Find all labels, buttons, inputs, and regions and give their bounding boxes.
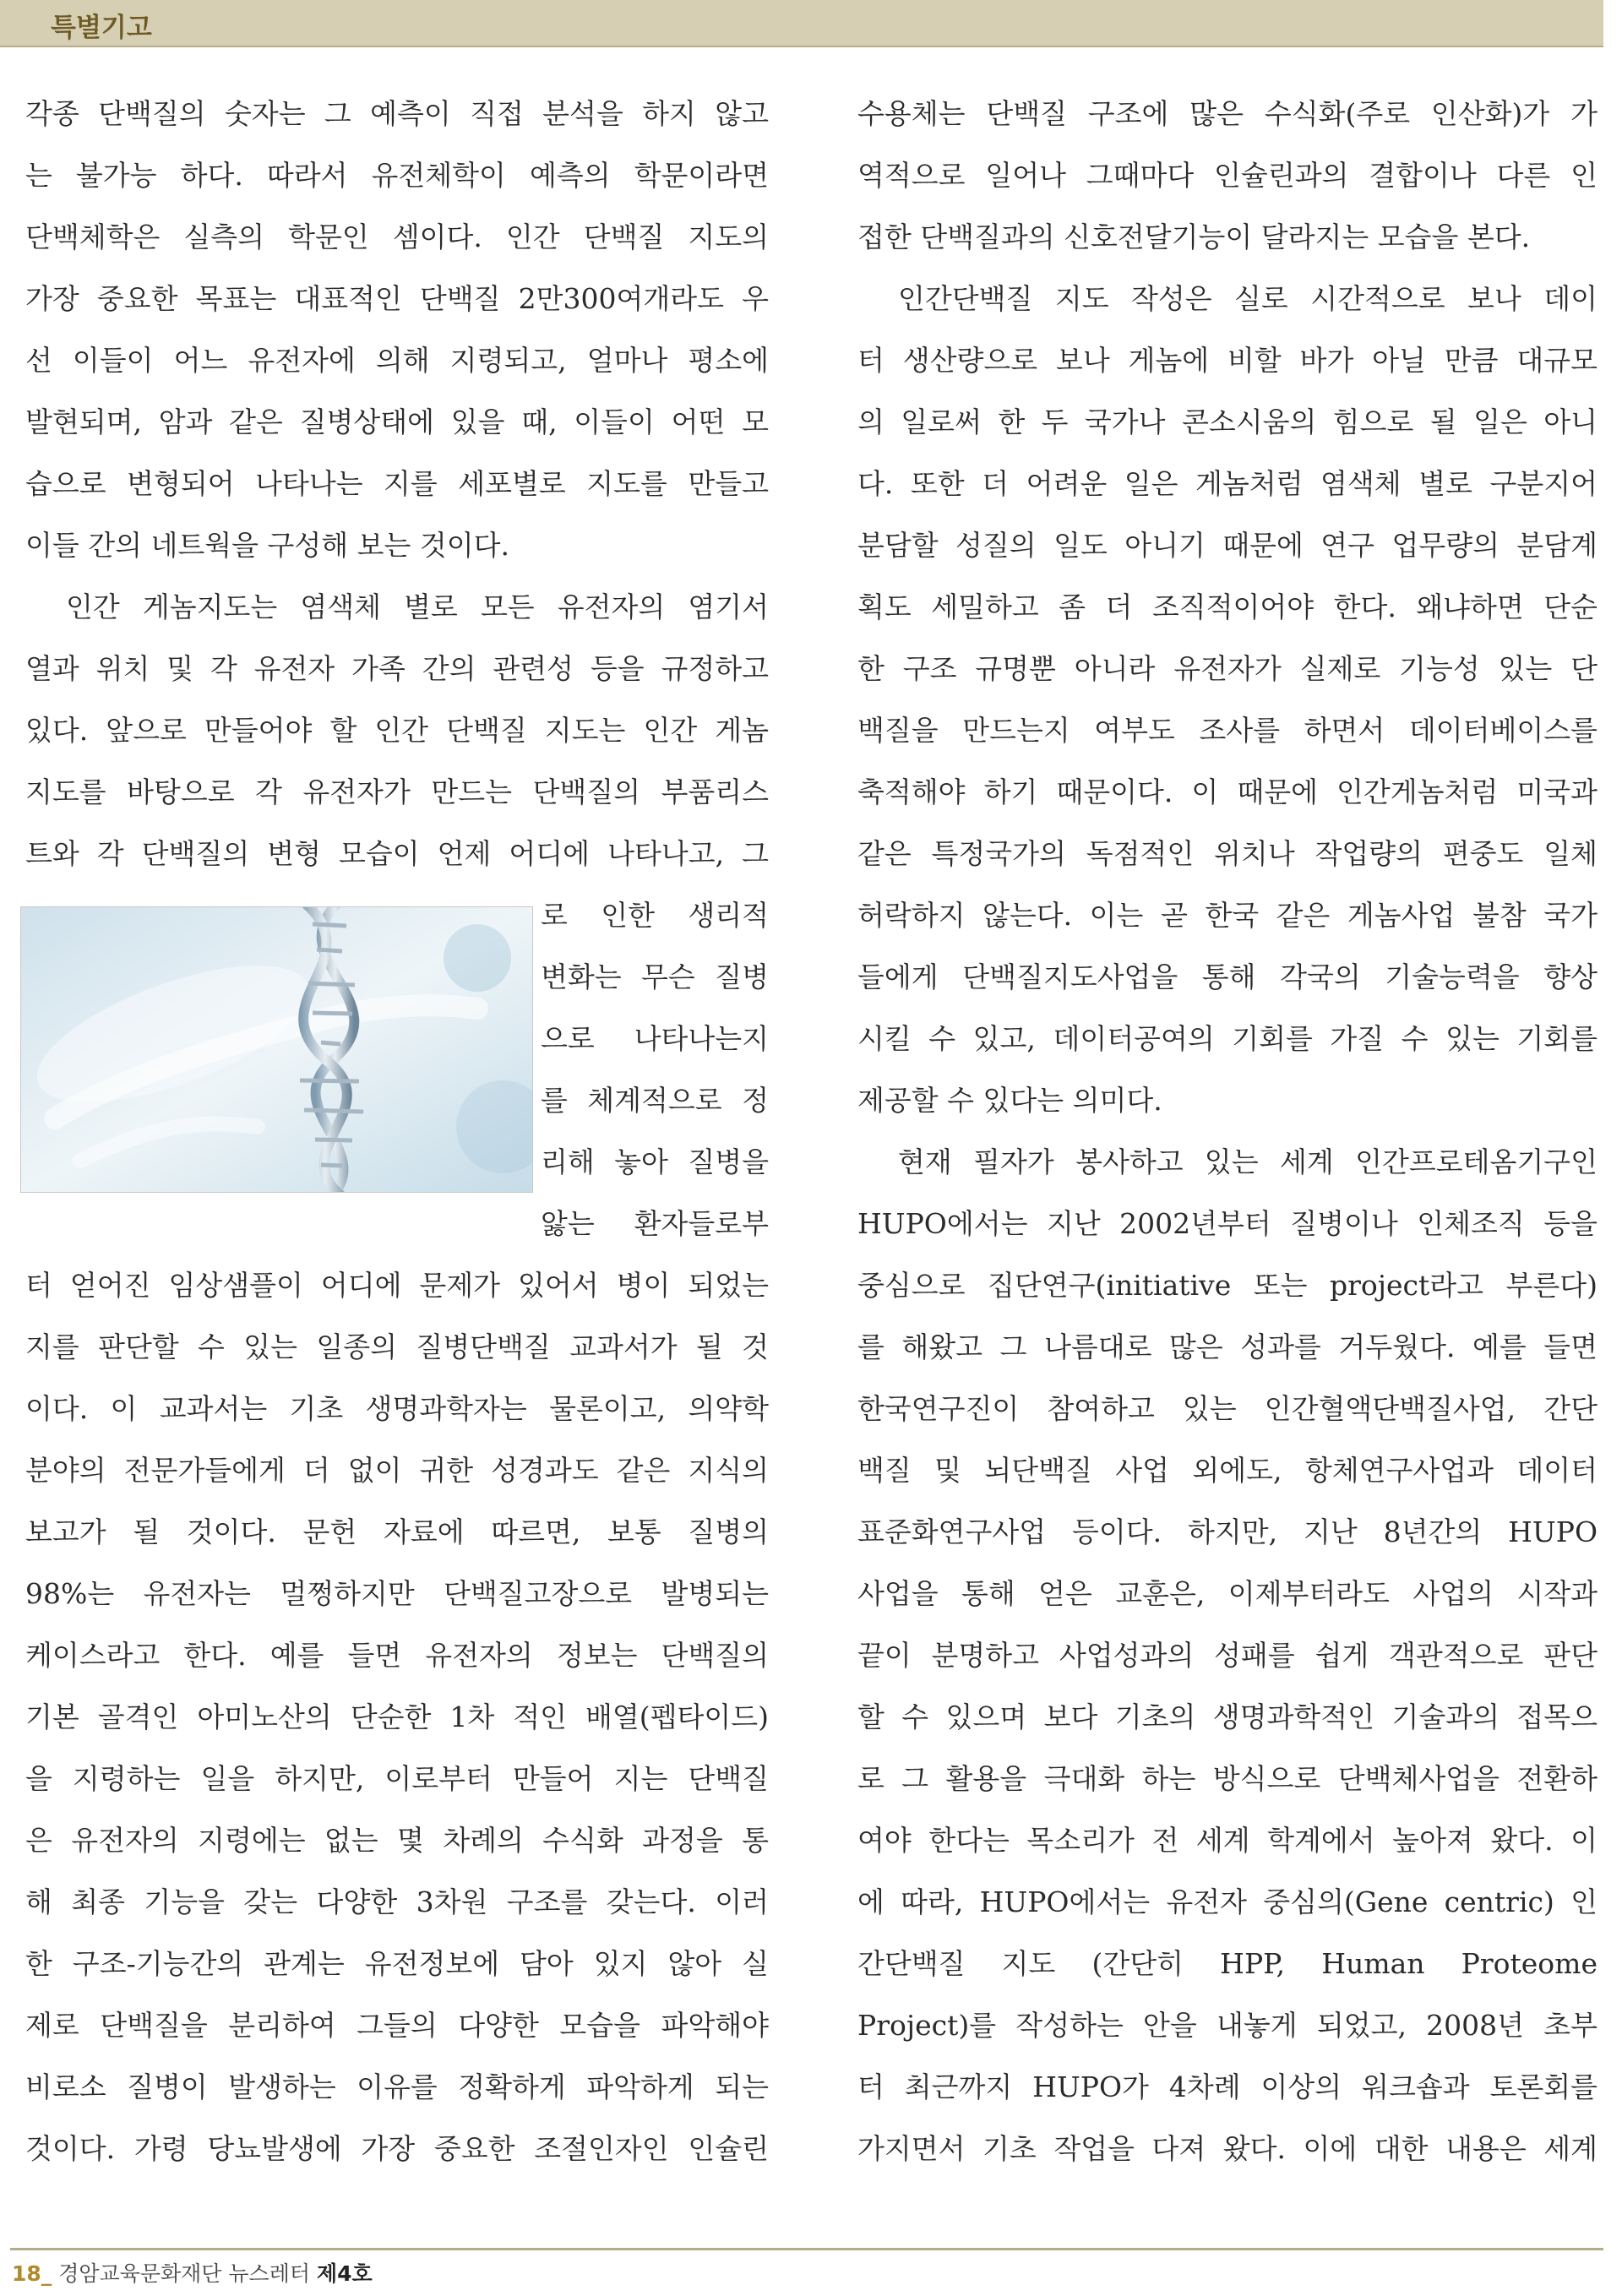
text-line: 한 구조-기능간의 관계는 유전정보에 담아 있지 않아 실 — [25, 1947, 769, 1980]
text-line: 백질을 만드는지 여부도 조사를 하면서 데이터베이스를 — [857, 714, 1598, 747]
text-line: 축적해야 하기 때문이다. 이 때문에 인간게놈처럼 미국과 — [857, 775, 1598, 808]
text-line: 를 체계적으로 정 — [541, 1084, 769, 1117]
footer-divider — [10, 2248, 1603, 2250]
text-line: 다. 또한 더 어려운 일은 게놈처럼 염색체 별로 구분지어 — [857, 467, 1598, 500]
text-line: 같은 특정국가의 독점적인 위치나 작업량의 편중도 일체 — [857, 837, 1598, 870]
text-line: 있다. 앞으로 만들어야 할 인간 단백질 지도는 인간 게놈 — [25, 714, 769, 747]
text-line: 할 수 있으며 보다 기초의 생명과학적인 기술과의 접목으 — [857, 1700, 1598, 1733]
text-line: 가장 중요한 목표는 대표적인 단백질 2만300여개라도 우 — [25, 282, 769, 315]
text-line: 습으로 변형되어 나타나는 지를 세포별로 지도를 만들고 — [25, 467, 769, 500]
text-line: 로 인한 생리적 — [541, 899, 769, 932]
text-line: Project)를 작성하는 안을 내놓게 되었고, 2008년 초부 — [857, 2009, 1598, 2042]
text-line: 리해 놓아 질병을 — [541, 1145, 769, 1178]
text-line: 것이다. 가령 당뇨발생에 가장 중요한 조절인자인 인슐린 — [25, 2132, 769, 2165]
text-line: 현재 필자가 봉사하고 있는 세계 인간프로테옴기구인 — [898, 1145, 1598, 1178]
text-line: 끝이 분명하고 사업성과의 성패를 쉽게 객관적으로 판단 — [857, 1639, 1598, 1672]
text-line: 보고가 될 것이다. 문헌 자료에 따르면, 보통 질병의 — [25, 1515, 769, 1548]
text-line: 는 불가능 하다. 따라서 유전체학이 예측의 학문이라면 — [25, 159, 769, 192]
text-line: 발현되며, 암과 같은 질병상태에 있을 때, 이들이 어떤 모 — [25, 405, 769, 438]
text-line: 으로 나타나는지 — [541, 1022, 769, 1055]
text-line: 접한 단백질과의 신호전달기능이 달라지는 모습을 본다. — [857, 220, 1531, 253]
text-line: 이들 간의 네트웍을 구성해 보는 것이다. — [25, 529, 509, 562]
dna-helix-image — [21, 907, 532, 1192]
text-line: 간단백질 지도 (간단히 HPP, Human Proteome — [857, 1947, 1598, 1980]
text-line: 선 이들이 어느 유전자에 의해 지령되고, 얼마나 평소에 — [25, 344, 769, 377]
text-line: 터 최근까지 HUPO가 4차례 이상의 워크숍과 토론회를 — [857, 2070, 1598, 2103]
text-line: 시킬 수 있고, 데이터공여의 기회를 가질 수 있는 기회를 — [857, 1022, 1598, 1055]
text-line: 을 지령하는 일을 하지만, 이로부터 만들어 지는 단백질 — [25, 1762, 769, 1795]
text-line: 허락하지 않는다. 이는 곧 한국 같은 게놈사업 불참 국가 — [857, 899, 1598, 932]
text-line: 터 얻어진 임상샘플이 어디에 문제가 있어서 병이 되었는 — [25, 1269, 769, 1302]
text-line: 획도 세밀하고 좀 더 조직적이어야 한다. 왜냐하면 단순 — [857, 590, 1598, 623]
text-line: 변화는 무슨 질병 — [541, 960, 769, 993]
text-line: 비로소 질병이 발생하는 이유를 정확하게 파악하게 되는 — [25, 2070, 769, 2103]
text-line: 케이스라고 한다. 예를 들면 유전자의 정보는 단백질의 — [25, 1639, 769, 1672]
section-label: 특별기고 — [51, 13, 152, 43]
text-line: 가지면서 기초 작업을 다져 왔다. 이에 대한 내용은 세계 — [857, 2132, 1598, 2165]
text-line: 이다. 이 교과서는 기초 생명과학자는 물론이고, 의약학 — [25, 1392, 769, 1425]
text-line: 인간 게놈지도는 염색체 별로 모든 유전자의 염기서 — [66, 590, 769, 623]
text-line: 를 해왔고 그 나름대로 많은 성과를 거두웠다. 예를 들면 — [857, 1330, 1598, 1363]
text-line: 기본 골격인 아미노산의 단순한 1차 적인 배열(펩타이드) — [25, 1700, 769, 1733]
text-line: 에 따라, HUPO에서는 유전자 중심의(Gene centric) 인 — [857, 1885, 1598, 1918]
text-line: 인간단백질 지도 작성은 실로 시간적으로 보나 데이 — [898, 282, 1598, 315]
text-line: 사업을 통해 얻은 교훈은, 이제부터라도 사업의 시작과 — [857, 1577, 1598, 1610]
text-line: 단백체학은 실측의 학문인 셈이다. 인간 단백질 지도의 — [25, 220, 769, 253]
text-line: 지를 판단할 수 있는 일종의 질병단백질 교과서가 될 것 — [25, 1330, 769, 1363]
text-line: 로 그 활용을 극대화 하는 방식으로 단백체사업을 전환하 — [857, 1762, 1598, 1795]
text-line: 트와 각 단백질의 변형 모습이 언제 어디에 나타나고, 그 — [25, 837, 769, 870]
text-line: 백질 및 뇌단백질 사업 외에도, 항체연구사업과 데이터 — [857, 1454, 1598, 1487]
text-line: 해 최종 기능을 갖는 다양한 3차원 구조를 갖는다. 이러 — [25, 1885, 769, 1918]
dna-illustration — [20, 906, 533, 1193]
text-line: 앓는 환자들로부 — [541, 1207, 769, 1240]
text-line: 들에게 단백질지도사업을 통해 각국의 기술능력을 향상 — [857, 960, 1598, 993]
text-line: 터 생산량으로 보나 게놈에 비할 바가 아닐 만큼 대규모 — [857, 344, 1598, 377]
publisher-name: 경암교육문화재단 뉴스레터 — [58, 2261, 310, 2286]
page-footer — [12, 2257, 373, 2288]
text-line: 은 유전자의 지령에는 없는 몇 차례의 수식화 과정을 통 — [25, 1824, 769, 1857]
page-number: 18_ — [12, 2261, 52, 2286]
text-line: 제로 단백질을 분리하여 그들의 다양한 모습을 파악해야 — [25, 2009, 769, 2042]
section-header-bar — [0, 0, 1603, 47]
text-line: 각종 단백질의 숫자는 그 예측이 직접 분석을 하지 않고 — [25, 97, 769, 130]
text-line: 중심으로 집단연구(initiative 또는 project라고 부른다) — [857, 1269, 1598, 1302]
text-line: 제공할 수 있다는 의미다. — [857, 1084, 1162, 1117]
text-line: HUPO에서는 지난 2002년부터 질병이나 인체조직 등을 — [857, 1207, 1598, 1240]
text-line: 한 구조 규명뿐 아니라 유전자가 실제로 기능성 있는 단 — [857, 652, 1598, 685]
text-line: 98%는 유전자는 멀쩡하지만 단백질고장으로 발병되는 — [25, 1577, 769, 1610]
text-line: 분담할 성질의 일도 아니기 때문에 연구 업무량의 분담계 — [857, 529, 1598, 562]
text-line: 여야 한다는 목소리가 전 세계 학계에서 높아져 왔다. 이 — [857, 1824, 1598, 1857]
text-line: 역적으로 일어나 그때마다 인슐린과의 결합이나 다른 인 — [857, 159, 1598, 192]
text-line: 지도를 바탕으로 각 유전자가 만드는 단백질의 부품리스 — [25, 775, 769, 808]
text-line: 의 일로써 한 두 국가나 콘소시움의 힘으로 될 일은 아니 — [857, 405, 1598, 438]
text-line: 분야의 전문가들에게 더 없이 귀한 성경과도 같은 지식의 — [25, 1454, 769, 1487]
text-line: 한국연구진이 참여하고 있는 인간혈액단백질사업, 간단 — [857, 1392, 1598, 1425]
issue-number: 제4호 — [316, 2261, 373, 2286]
text-line: 수용체는 단백질 구조에 많은 수식화(주로 인산화)가 가 — [857, 97, 1598, 130]
right-column — [857, 83, 1598, 2179]
text-line: 표준화연구사업 등이다. 하지만, 지난 8년간의 HUPO — [857, 1515, 1598, 1548]
text-line: 열과 위치 및 각 유전자 가족 간의 관련성 등을 규정하고 — [25, 652, 769, 685]
